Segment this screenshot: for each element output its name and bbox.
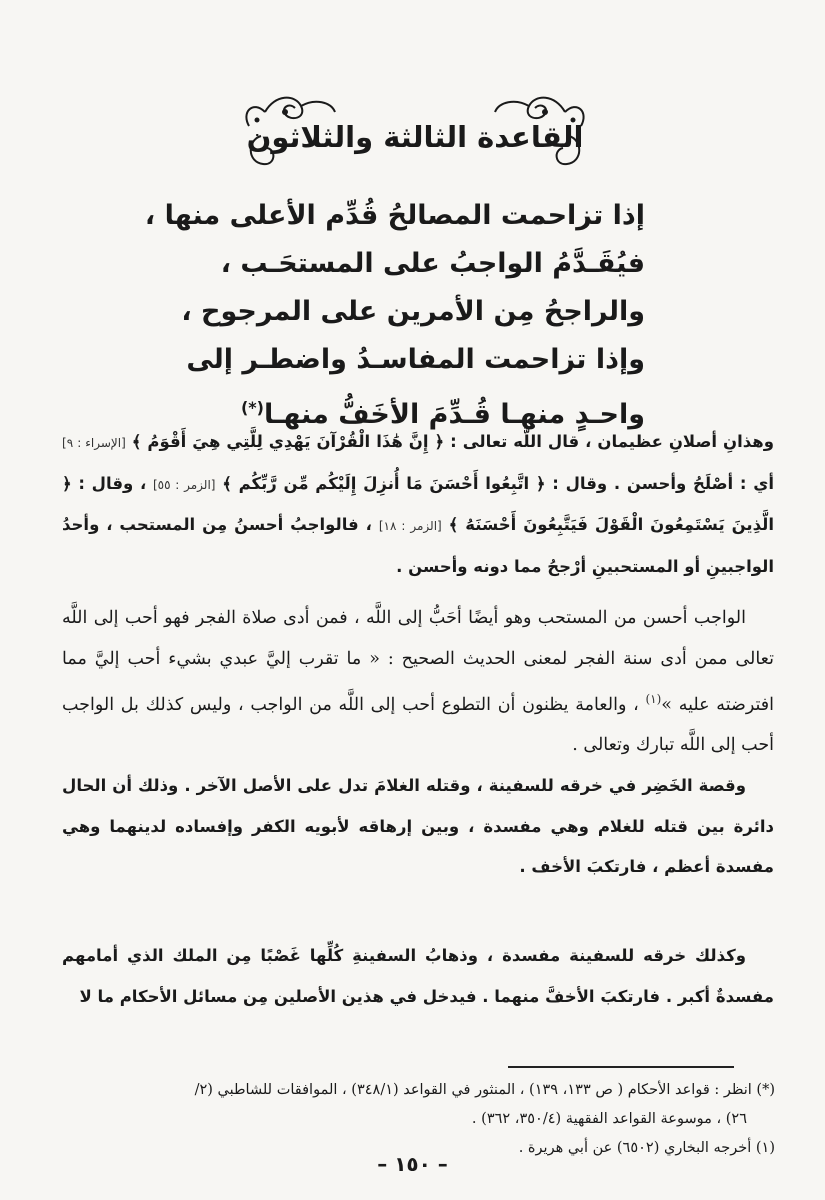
footnote-separator bbox=[508, 1066, 734, 1068]
verse-reference: [الزمر : ٥٥] bbox=[152, 477, 216, 492]
para1-line3: ، وقال : ﴿ الَّذِينَ يَسْتَمِعُونَ الْقَوْلَ فَيَتَّبِعُونَ أَحْسَنَهُ ﴾ bbox=[62, 473, 774, 534]
title-ornament bbox=[235, 92, 595, 184]
paragraph-2 bbox=[62, 598, 774, 766]
verse-reference: [الزمر : ١٨] bbox=[378, 519, 442, 533]
para1-line1: وهذانِ أصلانِ عظيمان ، قال اللَّه تعالى : ﴿ إِنَّ هَٰذَا الْقُرْآنَ يَهْدِي لِلَّتِي هِيَ أَقْوَمُ ﴾ bbox=[131, 432, 774, 451]
paragraph-text bbox=[62, 598, 774, 766]
para1-line2: أي : أصْلَحُ وأحسن . وقال : ﴿ اتَّبِعُوا أَحْسَنَ مَا أُنزِلَ إِلَيْكُم مِّن رَّبِّكُم ﴾ bbox=[222, 473, 774, 493]
paragraph-text: وقصة الخَضِر في خرقه للسفينة ، وقتله الغلامَ تدل على الأصل الآخر . وذلك أن الحال دائرة بين قتله للغلام وهي مفسدة ، وبين إرهاقه لأبويه الكفر وإفساده لدينهما وهي مفسدة أعظم ، فارتكبَ الأخف . bbox=[62, 776, 774, 876]
page-number: – ١٥٠ – bbox=[377, 1152, 448, 1176]
footnote-line: ٢٦) ، موسوعة القواعد الفقهية (٣٥٠/٤، ٣٦٢) . bbox=[471, 1111, 747, 1127]
rule-statement bbox=[144, 192, 645, 432]
paragraph-3 bbox=[62, 766, 774, 888]
rule-line-text: واحـدٍ منهـا قُـدِّمَ الأخَفُّ منهـا bbox=[263, 399, 645, 430]
paragraph-1 bbox=[62, 422, 774, 587]
section-title: القاعدة الثالثة والثلاثون bbox=[246, 120, 584, 154]
footnotes bbox=[90, 1076, 775, 1163]
footnote-line: (*) انظر : قواعد الأحكام ( ص ١٣٣، ١٣٩) ، المنثور في القواعد (٣٤٨/١) ، الموافقات للشاطبي (٢/ bbox=[194, 1082, 775, 1098]
para1-line4: ، فالواجبُ أحسنُ مِن المستحب ، وأحدُ الواجبينِ أو المستحبينِ أرْجحُ مما دونه وأحسن . bbox=[62, 515, 774, 576]
verse-reference: [الإسراء : ٩] bbox=[62, 436, 126, 450]
rule-line: وإذا تزاحمت المفاسـدُ واضطـر إلى bbox=[186, 344, 645, 375]
footnote-ref: (١) bbox=[645, 692, 662, 706]
rule-line: إذا تزاحمت المصالحُ قُدِّم الأعلى منها ، bbox=[144, 200, 645, 231]
footnote-marker: (*) bbox=[240, 398, 264, 417]
paragraph-text: وكذلك خرقه للسفينة مفسدة ، وذهابُ السفينةِ كُلِّها غَصْبًا مِن الملك الذي أمامهم مفسدةٌ أكبر . فارتكبَ الأخفَّ منهما . فيدخل في هذين الأصلين مِن مسائل الأحكام ما لا bbox=[62, 946, 774, 1006]
rule-line: والراجحُ مِن الأمرين على المرجوح ، bbox=[181, 296, 645, 327]
rule-line: فيُقَـدَّمُ الواجبُ على المستحَـب ، bbox=[220, 248, 645, 279]
para2-text: الواجب أحسن من المستحب وهو أيضًا أحَبُّ إلى اللَّه ، فمن أدى صلاة الفجر فهو أحب إلى اللَّه تعالى ممن أدى سنة الفجر لمعنى الحديث الصحيح : « ما تقرب إليَّ عبدي بشيء أحب إليَّ مما افترضته عليه » bbox=[62, 608, 774, 715]
footnote-line: (١) أخرجه البخاري (٦٥٠٢) عن أبي هريرة . bbox=[518, 1140, 775, 1156]
paragraph-text bbox=[62, 422, 774, 587]
para2-text2: ، والعامة يظنون أن التطوع أحب إلى اللَّه من الواجب ، وليس كذلك بل الواجب أحب إلى اللَّه تبارك وتعالى . bbox=[62, 694, 774, 756]
paragraph-4 bbox=[62, 936, 774, 1017]
